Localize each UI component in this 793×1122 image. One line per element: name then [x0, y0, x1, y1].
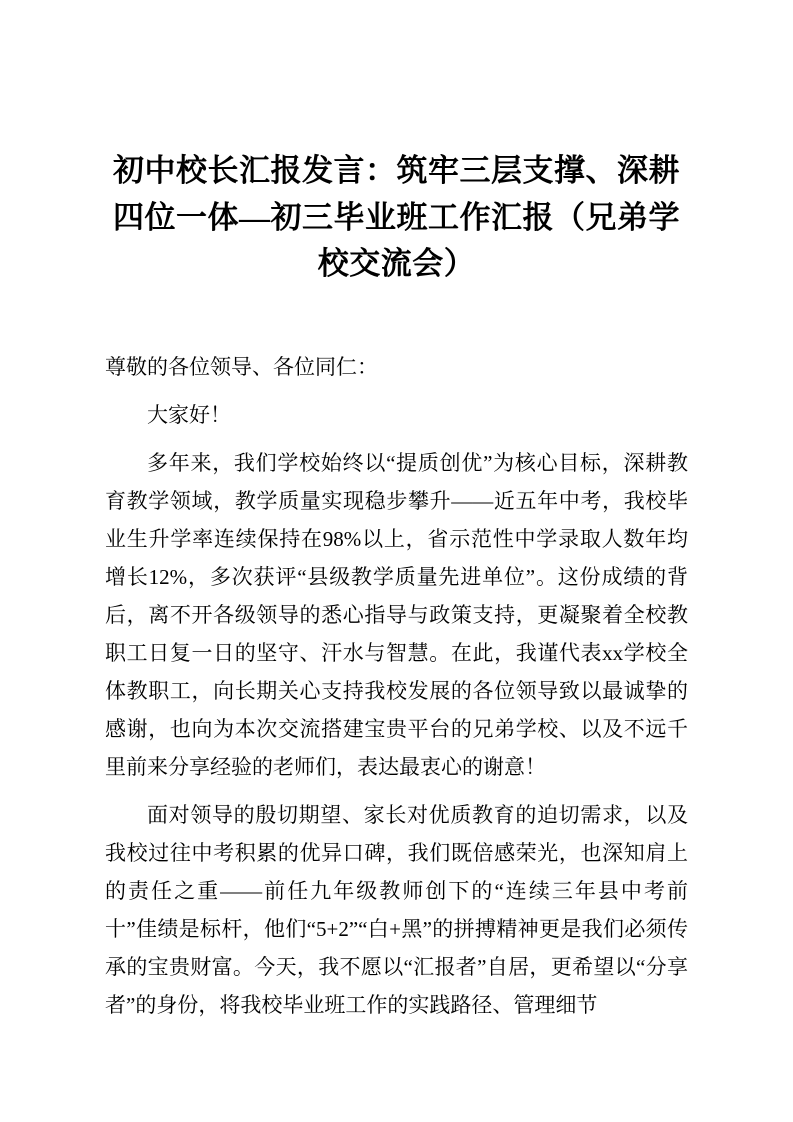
document-body	[105, 348, 688, 1024]
achievements-paragraph: 多年来，我们学校始终以“提质创优”为核心目标，深耕教育教学领域，教学质量实现稳步攀升——近五年中考，我校毕业生升学率连续保持在98%以上，省示范性中学录取人数年均增长12%，多次获评“县级教学质量先进单位”。这份成绩的背后，离不开各级领导的悉心指导与政策支持，更凝聚着全校教职工日复一日的坚守、汗水与智慧。在此，我谨代表xx学校全体教职工，向长期关心支持我校发展的各位领导致以最诚挚的感谢，也向为本次交流搭建宝贵平台的兄弟学校、以及不远千里前来分享经验的老师们，表达最衷心的谢意！	[105, 450, 688, 779]
document-title: 初中校长汇报发言：筑牢三层支撑、深耕四位一体—初三毕业班工作汇报（兄弟学校交流会）	[113, 153, 680, 281]
responsibility-paragraph: 面对领导的殷切期望、家长对优质教育的迫切需求，以及我校过往中考积累的优异口碑，我们既倍感荣光，也深知肩上的责任之重——前任九年级教师创下的“连续三年县中考前十”佳绩是标杆，他们“5+2”“白+黑”的拼搏精神更是我们必须传承的宝贵财富。今天，我不愿以“汇报者”自居，更希望以“分享者”的身份，将我校毕业班工作的实践路径、管理细节	[105, 802, 688, 1017]
greeting-paragraph: 大家好！	[147, 402, 231, 427]
salutation-line: 尊敬的各位领导、各位同仁：	[105, 354, 378, 379]
